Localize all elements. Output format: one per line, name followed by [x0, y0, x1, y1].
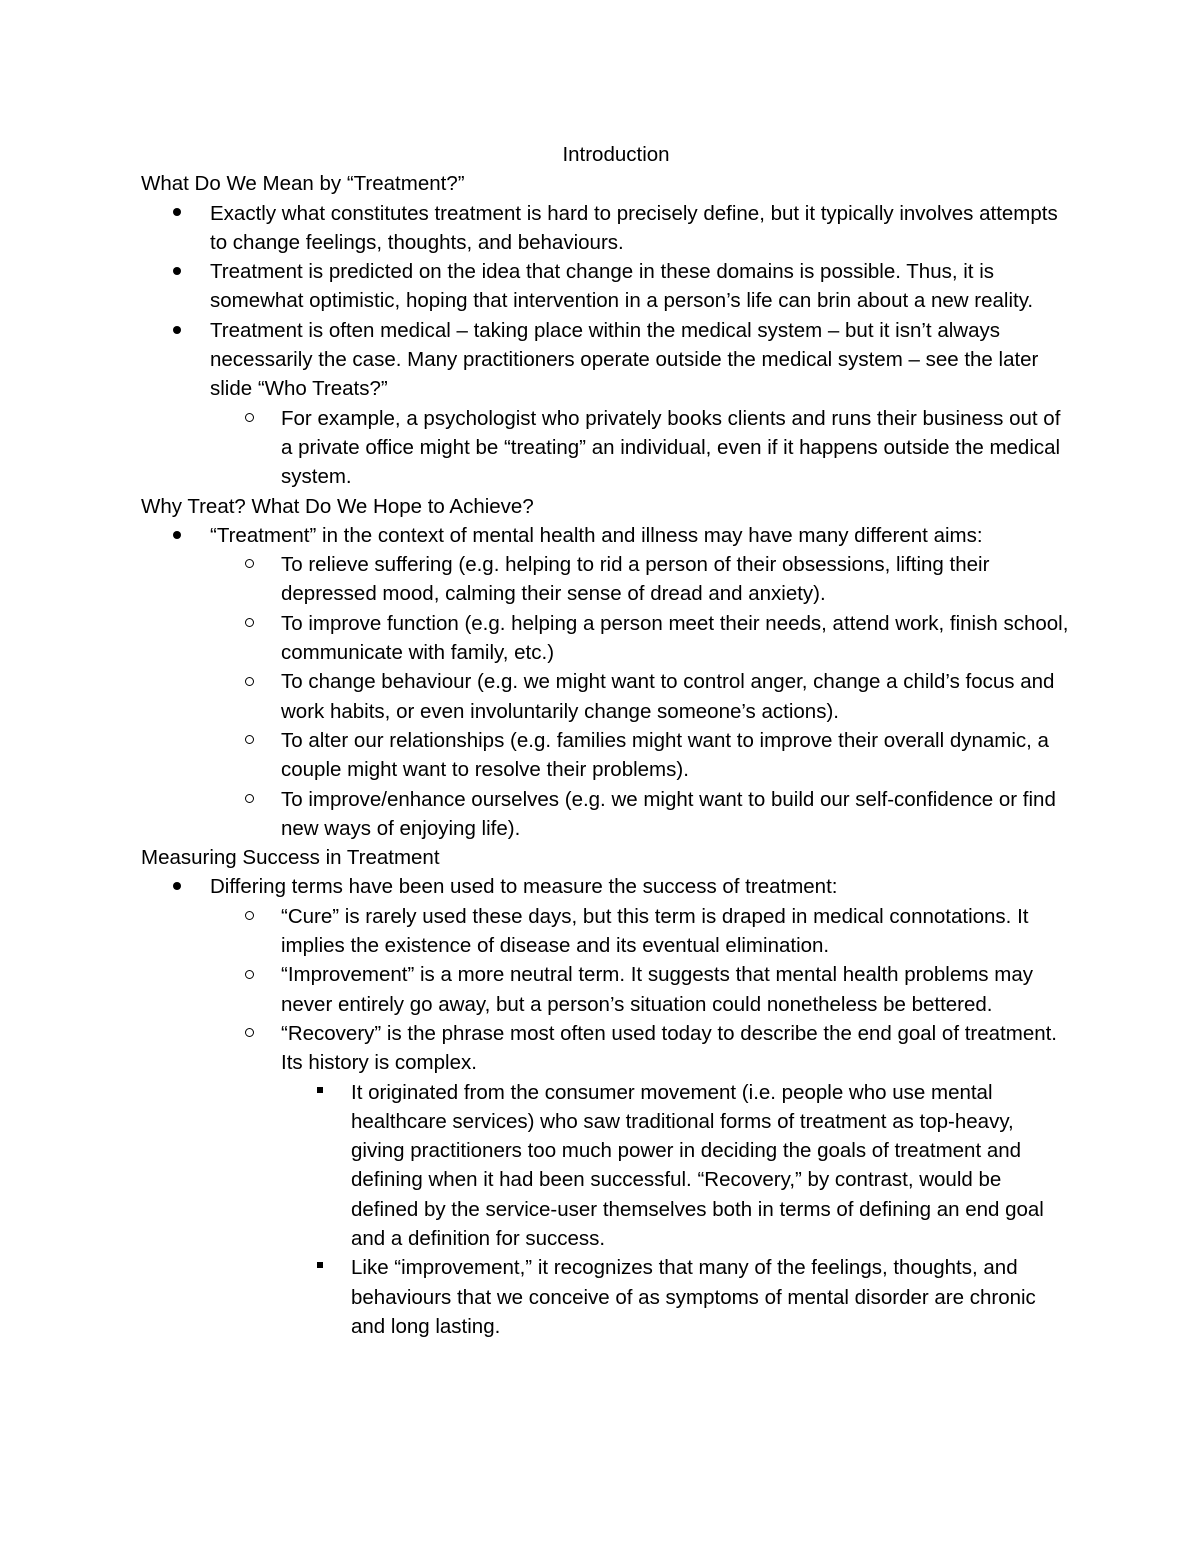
- bullet-circle-icon: [245, 960, 254, 989]
- bullet-circle-icon: [245, 550, 254, 579]
- list-item: [141, 316, 1071, 404]
- list-item-text: “Cure” is rarely used these days, but this term is draped in medical connotations. It implies the existence of disease and its eventual elimination.: [281, 904, 1029, 958]
- sub-bullet-list: [141, 404, 1071, 492]
- list-item-text: To change behaviour (e.g. we might want to control anger, change a child’s focus and work habits, or even involuntarily change someone’s actions).: [281, 670, 1055, 723]
- list-item-text: For example, a psychologist who privately books clients and runs their business out of a private office might be “treating” an individual, even if it happens outside the medical system.: [281, 406, 1061, 489]
- list-item: [141, 404, 1071, 492]
- bullet-circle-icon: [245, 902, 254, 931]
- bullet-dot-icon: [173, 199, 181, 228]
- list-item-text: To improve/enhance ourselves (e.g. we might want to build our self-confidence or find new ways of enjoying life).: [281, 787, 1056, 840]
- section-what-is-treatment: [141, 169, 1071, 491]
- list-item: [141, 1019, 1071, 1078]
- section-heading: Why Treat? What Do We Hope to Achieve?: [141, 494, 534, 518]
- list-item: [141, 1253, 1071, 1341]
- list-item-text: “Recovery” is the phrase most often used today to describe the end goal of treatment. Its history is complex.: [281, 1021, 1058, 1075]
- bullet-square-icon: [317, 1253, 323, 1282]
- list-item: [141, 902, 1071, 961]
- section-heading: Measuring Success in Treatment: [141, 846, 440, 870]
- list-item: [141, 667, 1071, 726]
- list-item: [141, 1078, 1071, 1254]
- section-why-treat: [141, 492, 1071, 844]
- list-item-text: Differing terms have been used to measure the success of treatment:: [210, 875, 838, 899]
- list-item-text: Treatment is often medical – taking place within the medical system – but it isn’t always necessarily the case. Many practitioners operate outside the medical system – see the later slide “Who Treats?”: [210, 318, 1039, 401]
- bullet-list: [141, 199, 1071, 404]
- list-item: [141, 609, 1071, 668]
- list-item: [141, 785, 1071, 844]
- bullet-dot-icon: [173, 257, 181, 286]
- sub-bullet-list: [141, 550, 1071, 843]
- bullet-circle-icon: [245, 1019, 254, 1048]
- list-item-text: “Treatment” in the context of mental health and illness may have many different aims:: [210, 523, 983, 547]
- bullet-dot-icon: [173, 521, 181, 550]
- page-title: Introduction: [562, 143, 670, 166]
- sub-sub-bullet-list: [141, 1078, 1071, 1342]
- bullet-list: [141, 872, 1071, 901]
- list-item: [141, 872, 1071, 901]
- list-item: [141, 521, 1071, 550]
- document-page: [141, 140, 1071, 1341]
- list-item: [141, 960, 1071, 1019]
- sub-bullet-list: [141, 902, 1071, 1078]
- list-item-text: To improve function (e.g. helping a person meet their needs, attend work, finish school, communicate with family, etc.): [281, 611, 1069, 665]
- list-item: [141, 726, 1071, 785]
- bullet-circle-icon: [245, 609, 254, 638]
- bullet-dot-icon: [173, 316, 181, 345]
- list-item: [141, 199, 1071, 258]
- list-item-text: To alter our relationships (e.g. families might want to improve their overall dynamic, a couple might want to resolve their problems).: [281, 728, 1049, 782]
- list-item: [141, 257, 1071, 316]
- bullet-circle-icon: [245, 667, 254, 696]
- bullet-circle-icon: [245, 785, 254, 814]
- list-item-text: Treatment is predicted on the idea that change in these domains is possible. Thus, it is somewhat optimistic, hoping that intervention in a person’s life can brin about a new reality.: [210, 260, 1034, 313]
- list-item-text: To relieve suffering (e.g. helping to rid a person of their obsessions, lifting their depressed mood, calming their sense of dread and anxiety).: [281, 553, 990, 606]
- list-item: [141, 550, 1071, 609]
- section-heading: What Do We Mean by “Treatment?”: [141, 172, 465, 196]
- bullet-circle-icon: [245, 726, 254, 755]
- list-item-text: It originated from the consumer movement (i.e. people who use mental healthcare services) who saw traditional forms of treatment as top-heavy, giving practitioners too much power in deciding the goals of treatment and defining when it had been successful. “Recovery,” by contrast, would be defined by the service-user themselves both in terms of defining an end goal and a definition for success.: [351, 1080, 1044, 1250]
- bullet-circle-icon: [245, 404, 254, 433]
- section-measuring-success: [141, 843, 1071, 1341]
- bullet-dot-icon: [173, 872, 181, 901]
- bullet-list: [141, 521, 1071, 550]
- bullet-square-icon: [317, 1078, 323, 1107]
- list-item-text: “Improvement” is a more neutral term. It suggests that mental health problems may never entirely go away, but a person’s situation could nonetheless be bettered.: [281, 963, 1033, 1016]
- list-item-text: Exactly what constitutes treatment is hard to precisely define, but it typically involves attempts to change feelings, thoughts, and behaviours.: [210, 201, 1058, 254]
- list-item-text: Like “improvement,” it recognizes that many of the feelings, thoughts, and behaviours that we conceive of as symptoms of mental disorder are chronic and long lasting.: [351, 1256, 1036, 1338]
